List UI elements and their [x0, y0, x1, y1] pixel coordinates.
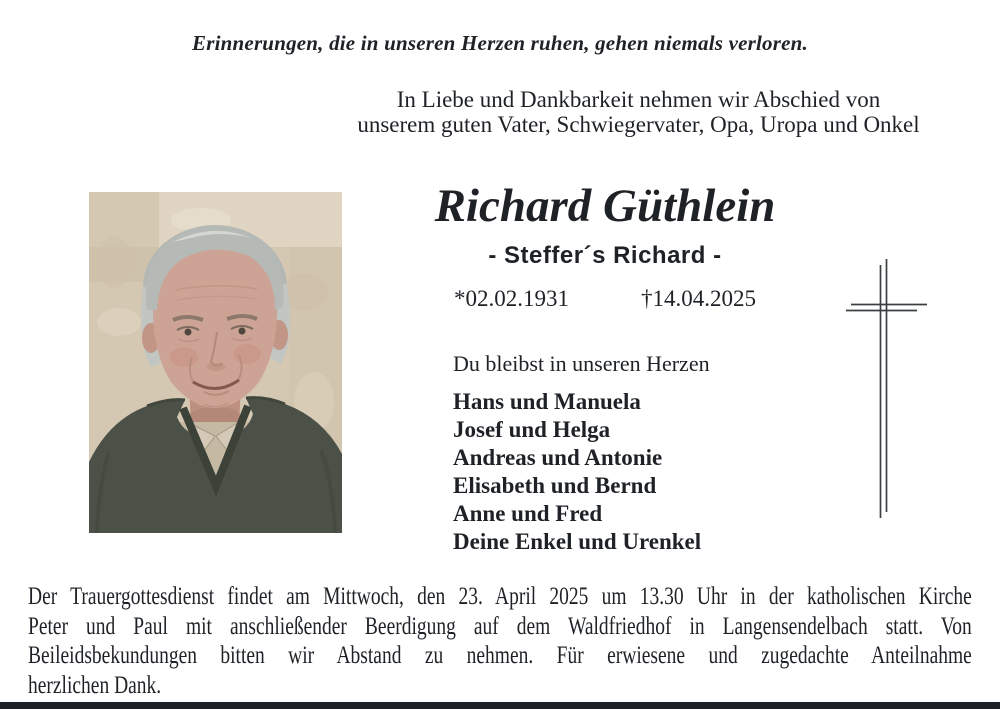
announcement-line: Der Trauergottesdienst findet am Mittwoch, den 23. April 2025 um 13.30 Uhr in der katholischen Kirche: [28, 583, 972, 610]
memorial-cross-icon: [845, 255, 930, 520]
announcement-line: herzlichen Dank.: [28, 671, 162, 699]
mourner-line: Hans und Manuela: [453, 389, 641, 414]
mourners-list: [395, 388, 815, 556]
life-dates: [395, 286, 815, 312]
mourner-line: Elisabeth und Bernd: [453, 473, 657, 498]
mourner-line: Anne und Fred: [453, 501, 603, 526]
intro-text: [330, 87, 947, 137]
birth-date: *02.02.1931: [454, 286, 569, 311]
mourner-line: Andreas und Antonie: [453, 445, 663, 470]
portrait-photo: [89, 192, 342, 533]
mourner-line: Josef und Helga: [453, 417, 611, 442]
intro-line-2: unserem guten Vater, Schwiegervater, Opa, Uropa und Onkel: [357, 112, 920, 137]
announcement-line: Beileidsbekundungen bitten wir Abstand zu nehmen. Für erwiesene und zugedachte Anteilnahme: [28, 642, 972, 669]
announcement-line: Peter und Paul mit anschließender Beerdigung auf dem Waldfriedhof in Langensendelbach statt. Von: [28, 612, 972, 640]
farewell-line: Du bleibst in unseren Herzen: [453, 351, 710, 376]
bottom-divider-bar: [0, 702, 1000, 709]
deceased-name: Richard Güthlein: [434, 180, 776, 232]
deceased-nickname: - Steffer´s Richard -: [488, 242, 722, 269]
death-date: †14.04.2025: [641, 286, 756, 311]
funeral-announcement: [28, 582, 972, 700]
mourner-line: Deine Enkel und Urenkel: [453, 529, 702, 554]
deceased-block: [395, 180, 815, 556]
memorial-quote: Erinnerungen, die in unseren Herzen ruhen, gehen niemals verloren.: [192, 31, 808, 55]
intro-line-1: In Liebe und Dankbarkeit nehmen wir Abschied von: [396, 87, 881, 112]
